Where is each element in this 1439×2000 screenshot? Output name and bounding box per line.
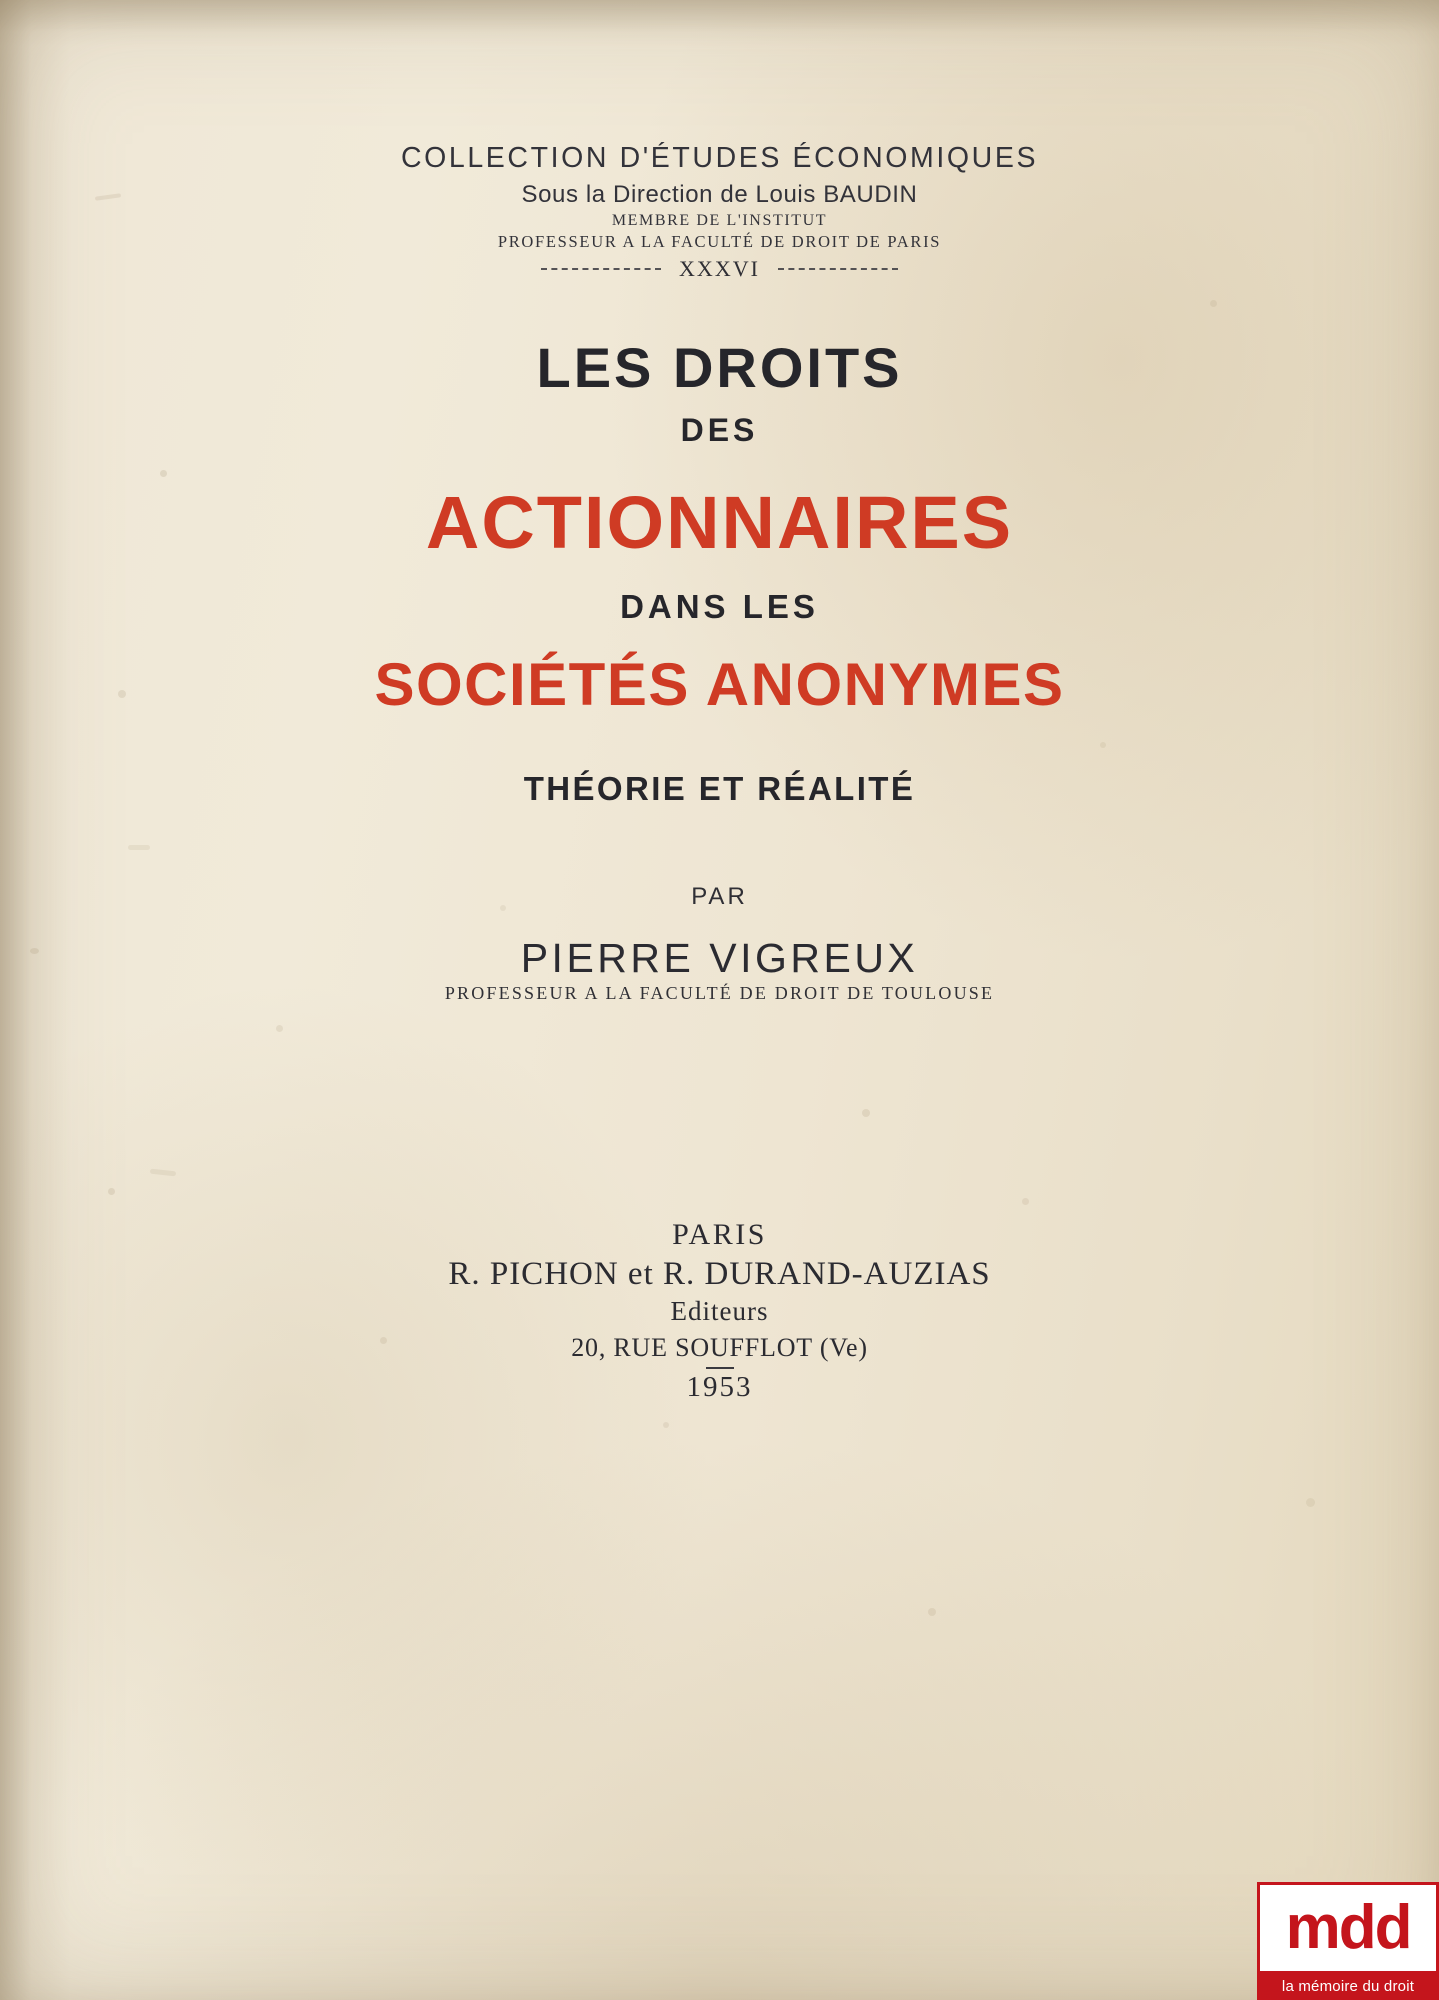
title-line-3-main: ACTIONNAIRES <box>425 481 1014 564</box>
imprint-city: PARIS <box>672 1218 767 1251</box>
collection-director: Sous la Direction de Louis BAUDIN <box>521 181 918 208</box>
title-line-4: DANS LES <box>620 588 819 625</box>
author-affiliation: PROFESSEUR A LA FACULTÉ DE DROIT DE TOULOUSE <box>444 983 995 1003</box>
watermark-logo <box>1257 1882 1439 2000</box>
imprint-role: Editeurs <box>670 1296 769 1326</box>
rule-left-decoration <box>541 268 661 270</box>
director-affiliation: PROFESSEUR A LA FACULTÉ DE DROIT DE PARIS <box>497 232 942 251</box>
director-membership: MEMBRE DE L'INSTITUT <box>611 212 828 229</box>
watermark-logo-text: mdd <box>1285 1893 1411 1962</box>
subtitle: THÉORIE ET RÉALITÉ <box>523 770 916 807</box>
title-line-5-main: SOCIÉTÉS ANONYMES <box>374 651 1065 718</box>
imprint-address: 20, RUE SOUFFLOT (Ve) <box>571 1333 868 1362</box>
watermark-logo-caption: la mémoire du droit <box>1257 1974 1439 2000</box>
imprint-divider <box>706 1367 734 1369</box>
title-line-1: LES DROITS <box>536 336 903 399</box>
volume-row <box>0 256 1439 282</box>
title-line-2: DES <box>680 412 759 448</box>
collection-title: COLLECTION D'ÉTUDES ÉCONOMIQUES <box>400 142 1039 174</box>
rule-right-decoration <box>778 268 898 270</box>
imprint-block <box>0 1218 1439 1404</box>
author-name: PIERRE VIGREUX <box>520 935 919 981</box>
author-byline-label: PAR <box>691 883 748 910</box>
imprint-publisher: R. PICHON et R. DURAND-AUZIAS <box>448 1256 991 1292</box>
volume-number: XXXVI <box>679 256 760 281</box>
imprint-year: 1953 <box>686 1371 753 1403</box>
watermark-logo-box <box>1257 1882 1439 1974</box>
